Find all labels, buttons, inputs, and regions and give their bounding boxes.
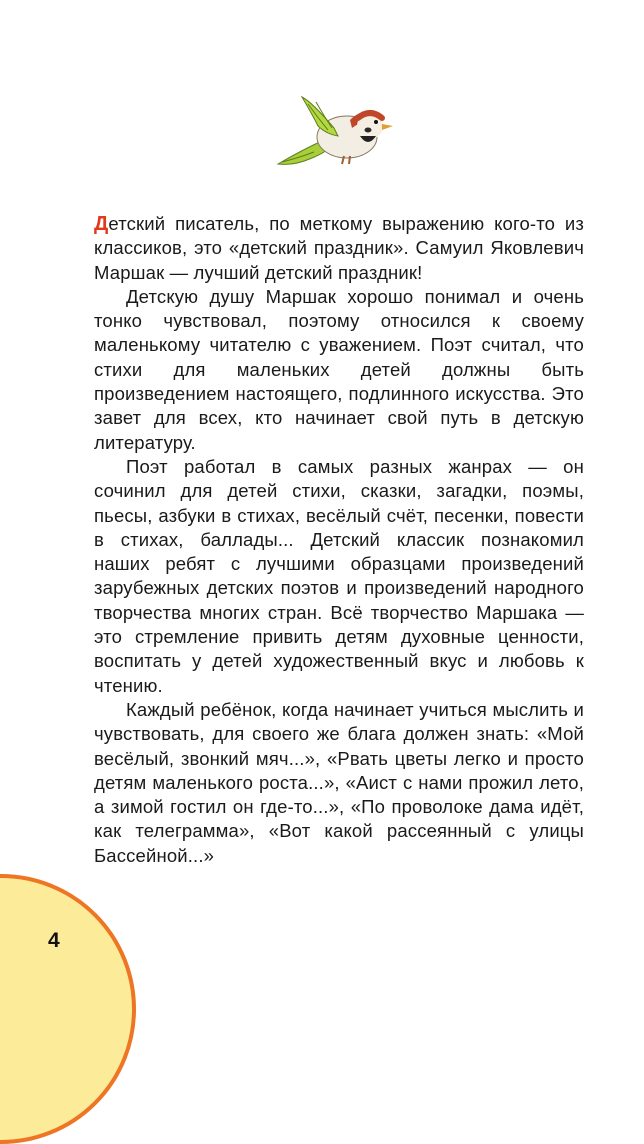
paragraph-4: Каждый ребёнок, когда начинает учиться мыслить и чувствовать, для своего же блага должен знать: «Мой весёлый, звонкий мяч...», «Рвать цветы легко и просто детям маленького роста...», «Аист с нами прожил лето, а зимой гостил он где-то...», «По проволоке дама идёт, как телеграмма», «Вот какой рассеянный с улицы Бассейной...»: [94, 698, 584, 866]
paragraph-1-text: етский писатель, по меткому выражению кого-то из классиков, это «детский праздник». Самуил Яковлевич Маршак — лучший детский праздник!: [94, 213, 584, 283]
sparrow-bird-icon: [272, 92, 397, 177]
dropcap-letter: Д: [94, 213, 109, 235]
page-corner-circle: [0, 874, 136, 1144]
page-number: 4: [48, 929, 60, 952]
paragraph-2: Детскую душу Маршак хорошо понимал и очень тонко чувствовал, поэтому относился к своему маленькому читателю с уважением. Поэт считал, что стихи для маленьких детей должны быть произведением настоящего, подлинного искусства. Это завет для всех, кто начинает свой путь в детскую литературу.: [94, 285, 584, 453]
paragraph-1: [94, 212, 584, 285]
article-text: [94, 212, 584, 868]
paragraph-3: Поэт работал в самых разных жанрах — он сочинил для детей стихи, сказки, загадки, поэмы, пьесы, азбуки в стихах, весёлый счёт, песенки, повести в стихах, баллады... Детский классик познакомил наших ребят с лучшими образцами произведений зарубежных детских поэтов и произведений народного творчества многих стран. Всё творчество Маршака — это стремление привить детям духовные ценности, воспитать у детей художественный вкус и любовь к чтению.: [94, 455, 584, 696]
